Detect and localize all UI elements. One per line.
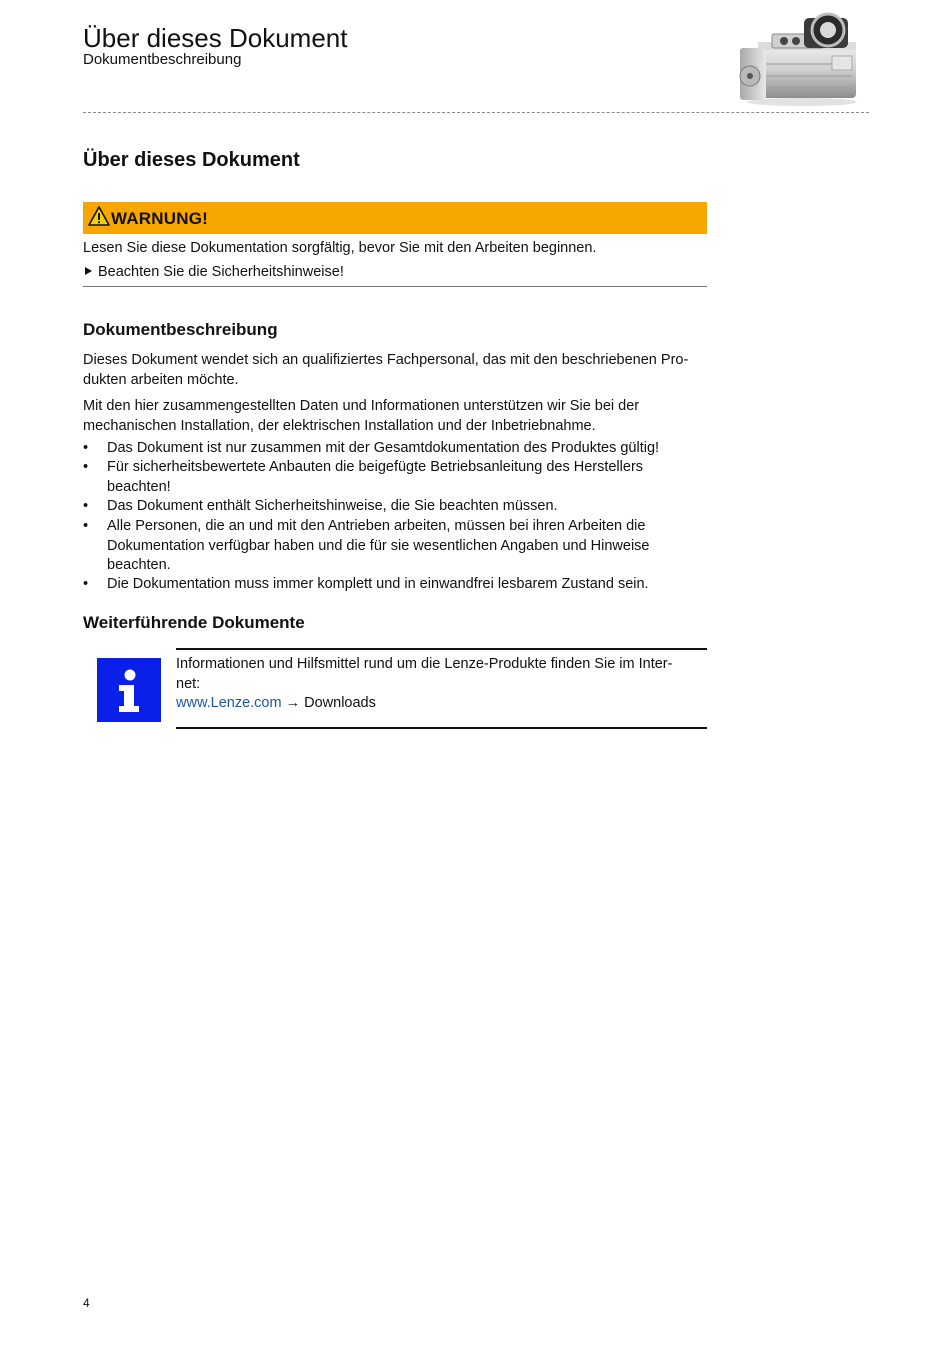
header-divider (83, 112, 869, 113)
page-number: 4 (83, 1296, 90, 1310)
arrow-right-icon (85, 267, 92, 275)
bullet-line: Für sicherheitsbewertete Anbauten die beigefügte Betriebsanleitung des Herstellers (107, 459, 644, 475)
para-line: Mit den hier zusammengestellten Daten und Informationen unterstützen wir Sie bei der (83, 398, 640, 414)
bullet-line: Das Dokument enthält Sicherheitshinweise, die Sie beachten müssen. (107, 498, 558, 514)
info-box-bottom-rule (176, 727, 707, 729)
arrow-right-icon: → (285, 695, 301, 711)
info-line: Informationen und Hilfsmittel rund um die Lenze-Produkte finden Sie im Inter- (176, 656, 673, 672)
running-header-title: Über dieses Dokument (83, 23, 348, 53)
doc-description-para1 (83, 351, 707, 390)
lenze-link[interactable]: www.Lenze.com (176, 695, 282, 711)
para-line: Dieses Dokument wendet sich an qualifiziertes Fachpersonal, das mit den beschriebenen Pro- (83, 352, 689, 368)
bullet-item (107, 575, 707, 595)
warning-title: WARNUNG! (111, 209, 208, 228)
servo-motor-image (732, 4, 870, 108)
bullet-line: Alle Personen, die an und mit den Antrieben arbeiten, müssen bei ihren Arbeiten die (107, 518, 646, 534)
bullet-item (107, 497, 707, 517)
bullet-item (107, 517, 707, 576)
bullet-dot: • (83, 576, 89, 592)
info-text (176, 655, 707, 714)
bullet-line: beachten. (107, 557, 171, 573)
para-line: dukten arbeiten möchte. (83, 371, 239, 388)
bullet-dot: • (83, 440, 89, 456)
doc-description-para2 (83, 397, 707, 436)
warning-action: Beachten Sie die Sicherheitshinweise! (98, 264, 344, 280)
downloads-label: Downloads (304, 695, 376, 711)
running-header-subtitle: Dokumentbeschreibung (83, 51, 242, 68)
info-box-top-rule (176, 648, 707, 650)
bullet-item (107, 439, 707, 459)
bullet-dot: • (83, 518, 89, 534)
doc-description-heading: Dokumentbeschreibung (83, 320, 278, 339)
bullet-line: beachten! (107, 478, 171, 495)
info-line: net: (176, 675, 201, 692)
bullet-item (107, 458, 707, 497)
para-line: mechanischen Installation, der elektrischen Installation und der Inbetriebnahme. (83, 417, 596, 434)
further-docs-heading: Weiterführende Dokumente (83, 613, 305, 632)
info-icon (97, 658, 161, 722)
warning-divider (83, 286, 707, 287)
bullet-line: Dokumentation verfügbar haben und die für sie wesentlichen Angaben und Hinweise (107, 537, 650, 554)
warning-text: Lesen Sie diese Dokumentation sorgfältig, bevor Sie mit den Arbeiten beginnen. (83, 240, 597, 256)
bullet-dot: • (83, 459, 89, 475)
bullet-dot: • (83, 498, 89, 514)
section-heading: Über dieses Dokument (83, 149, 300, 171)
warning-triangle-icon (88, 206, 110, 226)
bullet-line: Das Dokument ist nur zusammen mit der Gesamtdokumentation des Produktes gültig! (107, 440, 660, 456)
bullet-line: Die Dokumentation muss immer komplett und in einwandfrei lesbarem Zustand sein. (107, 576, 649, 592)
info-link-line (176, 694, 707, 714)
